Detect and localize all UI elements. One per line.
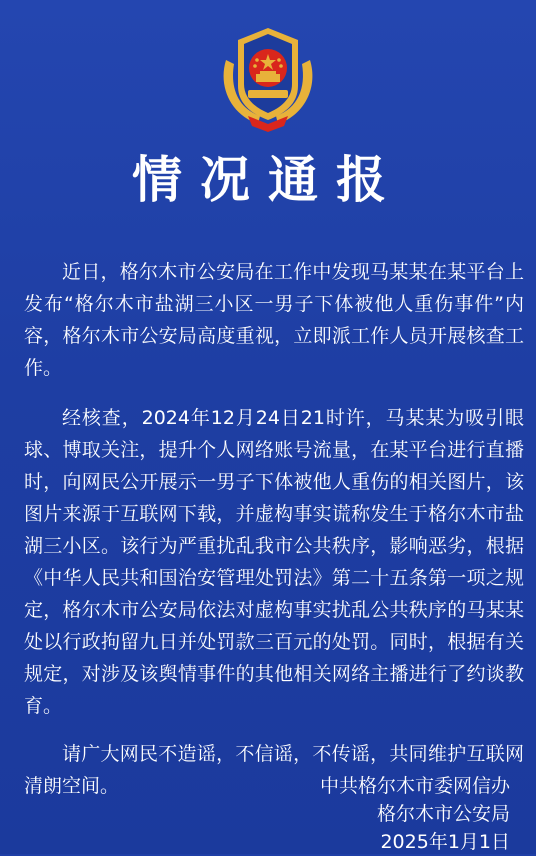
signature-org-police: 格尔木市公安局 (376, 803, 510, 825)
notice-body (24, 256, 524, 820)
signature-date: 2025年1月1日 (380, 831, 510, 853)
paragraph-appeal: 请广大网民不造谣，不信谣，不传谣，共同维护互联网清朗空间。 (24, 743, 524, 797)
paragraph-findings: 经核查，2024年12月24日21时许，马某某为吸引眼球、博取关注，提升个人网络账号流量，在某平台进行直播时，向网民公开展示一男子下体被他人重伤的相关图片，该图片来源于互联网下载，并虚构事实谎称发生于格尔木市盐湖三小区。该行为严重扰乱我市公共秩序，影响恶劣，根据《中华人民共和国治安管理处罚法》第二十五条第一项之规定，格尔木市公安局依法对虚构事实扰乱公共秩序的马某某处以行政拘留九日并处罚款三百元的处罚。同时，根据有关规定，对涉及该舆情事件的其他相关网络主播进行了约谈教育。 (24, 407, 524, 717)
police-badge-icon (208, 16, 328, 136)
paragraph-intro: 近日，格尔木市公安局在工作中发现马某某在某平台上发布“格尔木市盐湖三小区一男子下体被他人重伤事件”内容，格尔木市公安局高度重视，立即派工作人员开展核查工作。 (24, 261, 524, 379)
signature-block (320, 772, 510, 856)
notice-title: 情况通报 (132, 150, 404, 209)
signature-org-cyberspace: 中共格尔木市委网信办 (319, 775, 510, 797)
